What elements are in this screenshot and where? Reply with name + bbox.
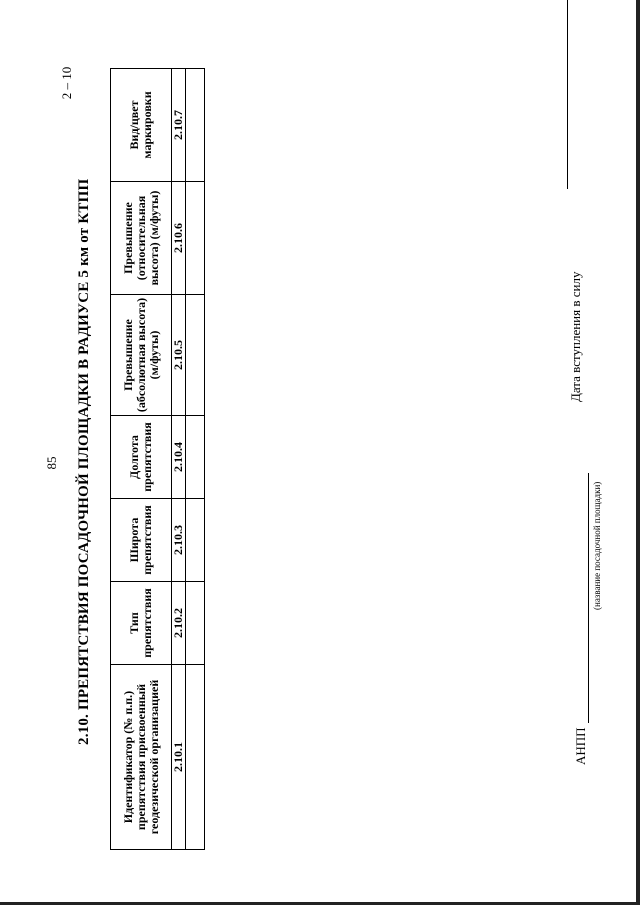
- effective-date-line: [555, 0, 568, 189]
- section-title: 2.10. ПРЕПЯТСТВИЯ ПОСАДОЧНОЙ ПЛОЩАДКИ В РАДИУСЕ 5 км от КТПП: [76, 178, 92, 745]
- empty-cell: [186, 582, 205, 665]
- code-cell: 2.10.2: [172, 582, 186, 665]
- table-header-row: [111, 69, 172, 850]
- footer-left-caption: (название посадочной площадки): [592, 481, 602, 610]
- code-cell: 2.10.5: [172, 295, 186, 416]
- site-name-line: [576, 473, 589, 723]
- empty-cell: [186, 182, 205, 295]
- page-number: 85: [44, 456, 59, 470]
- table-code-row: [172, 69, 186, 850]
- footer-left-label: АНПП: [573, 727, 588, 765]
- header-identifier: Идентификатор (№ п.п.) препятствия присвоенный геодезической организацией: [111, 665, 172, 850]
- header-marking: Вид/цвет маркировки: [111, 69, 172, 182]
- page-code: 2 – 10: [59, 66, 74, 100]
- header-type: Тип препятствия: [111, 582, 172, 665]
- footer-site-name: [573, 473, 589, 765]
- code-cell: 2.10.3: [172, 499, 186, 582]
- code-cell: 2.10.4: [172, 416, 186, 499]
- header-latitude: Широта препятствия: [111, 499, 172, 582]
- footer-effective-date: [568, 272, 584, 402]
- code-cell: 2.10.7: [172, 69, 186, 182]
- code-cell: 2.10.1: [172, 665, 186, 850]
- obstacles-table: [110, 68, 205, 850]
- table-empty-row: [186, 69, 205, 850]
- empty-cell: [186, 295, 205, 416]
- footer-right-label: Дата вступления в силу: [568, 271, 583, 402]
- empty-cell: [186, 416, 205, 499]
- header-relative-elevation: Превышение (относительная высота) (м/футы): [111, 182, 172, 295]
- empty-cell: [186, 665, 205, 850]
- empty-cell: [186, 499, 205, 582]
- code-cell: 2.10.6: [172, 182, 186, 295]
- header-longitude: Долгота препятствия: [111, 416, 172, 499]
- empty-cell: [186, 69, 205, 182]
- header-absolute-elevation: Превышение (абсолютная высота) (м/футы): [111, 295, 172, 416]
